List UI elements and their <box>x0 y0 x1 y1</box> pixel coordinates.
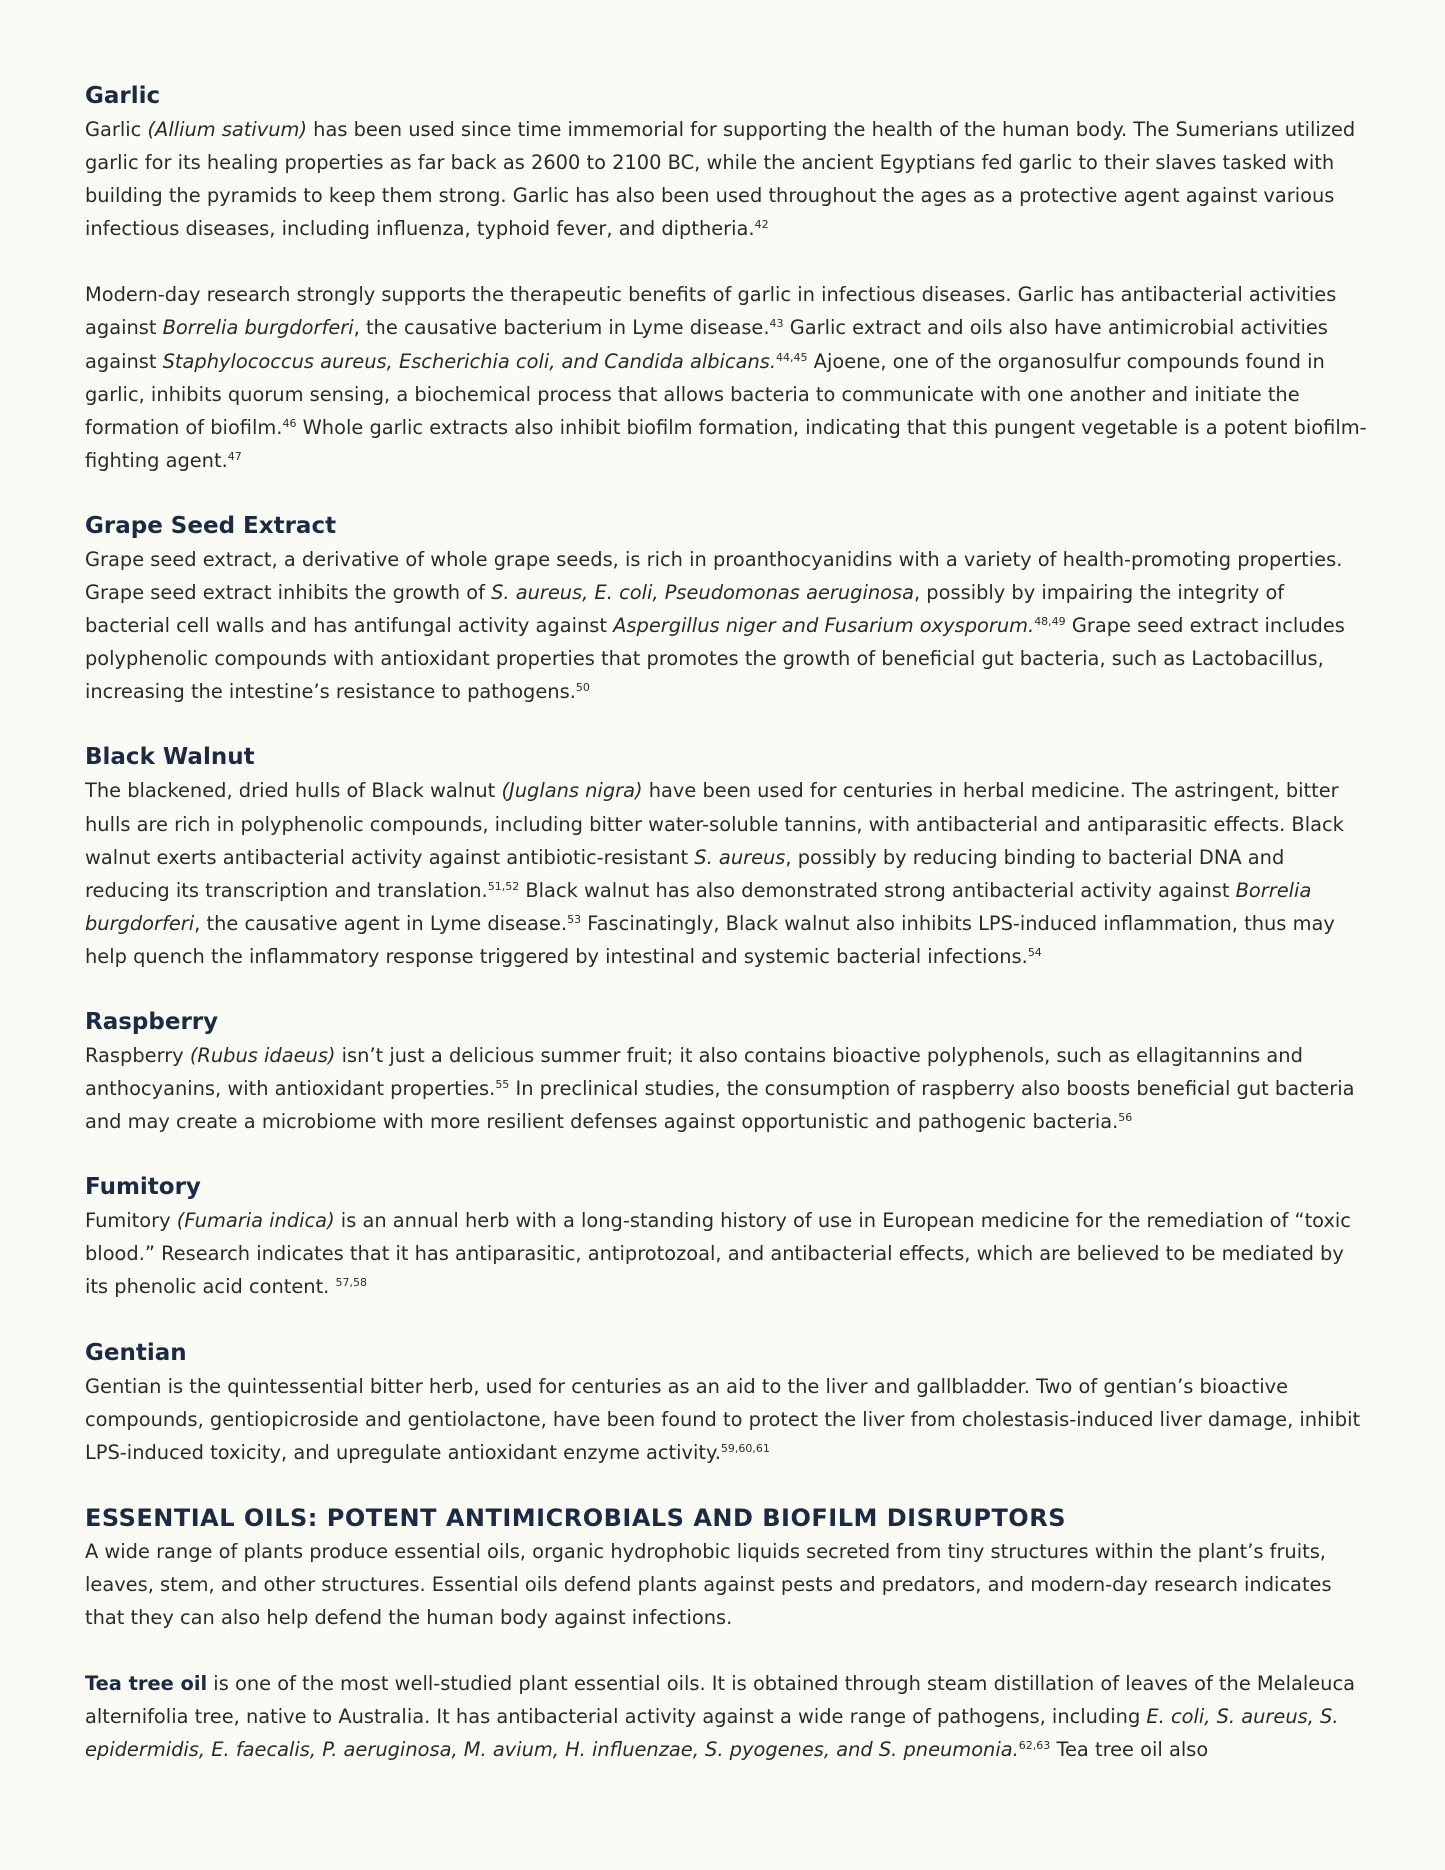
paragraph-raspberry: Raspberry (Rubus idaeus) isn’t just a delicious summer fruit; it also contains bioactive polyphenols, such as ellagitannins and anthocyanins, with antioxidant properties.$^{55}$ In preclinical studies, the consumption of raspberry also boosts beneficial gut bacteria and may create a microbiome with more resilient defenses against opportunistic and pathogenic bacteria.$^{56}$ <box>85 1043 1355 1134</box>
paragraph-essential-oils-intro: A wide range of plants produce essential oils, organic hydrophobic liquids secreted from tiny structures within the plant’s fruits, leaves, stem, and other structures. Essential oils defend plants against pests and predators, and modern-day research indicates that they can also help defend the human body against infections. <box>85 1539 1332 1629</box>
paragraph-garlic-history: Garlic (Allium sativum) has been used since time immemorial for supporting the health of the human body. The Sumerians utilized garlic for its healing properties as far back as 2600 to 2100 BC, while the ancient Egyptians fed garlic to their slaves tasked with building the pyramids to keep them strong. Garlic has also been used throughout the ages as a protective agent against various infectious diseases, including influenza, typhoid fever, and diptheria.$^{42}$ <box>85 118 1356 241</box>
section-garlic <box>85 80 1370 477</box>
section-gentian <box>85 1337 1370 1469</box>
citation: 51,52 <box>487 879 520 893</box>
citation: 44,45 <box>776 350 808 364</box>
paragraph-gentian: Gentian is the quintessential bitter herb, used for centuries as an aid to the liver and gallbladder. Two of gentian’s bioactive compounds, gentiopicroside and gentiolactone, have been found to protect the liver from cholestasis-induced liver damage, inhibit LPS-induced toxicity, and upregulate antioxidant enzyme activity.$^{59,60,61}$ <box>85 1374 1361 1464</box>
section-fumitory <box>85 1171 1370 1303</box>
citation: 55 <box>495 1078 510 1092</box>
section-grape-seed <box>85 510 1370 708</box>
heading-grape-seed: Grape Seed Extract <box>85 512 337 539</box>
paragraph-tea-tree-oil: Tea tree oil is one of the most well-studied plant essential oils. It is obtained through steam distillation of leaves of the Melaleuca alternifolia tree, native to Australia. It has antibacterial activity against a wide range of pathogens, including E. coli, S. aureus, S. epidermidis, E. faecalis, P. aeruginosa, M. avium, H. influenzae, S. pyogenes, and S. pneumonia.$^{62,63}$ Tea tree oil also <box>85 1672 1355 1762</box>
citation: 48,49 <box>1034 615 1066 629</box>
heading-fumitory: Fumitory <box>85 1174 201 1201</box>
heading-black-walnut: Black Walnut <box>85 744 255 771</box>
paragraph-garlic-research: Modern-day research strongly supports the therapeutic benefits of garlic in infectious diseases. Garlic has antibacterial activities against Borrelia burgdorferi, the causative bacterium in Lyme disease.$^{43}$ Garlic extract and oils also have antimicrobial activities against Staphylococcus aureus, Escherichia coli, and Candida albicans.$^{44,45}$ Ajoene, one of the organosulfur compounds found in garlic, inhibits quorum sensing, a biochemical process that allows bacteria to communicate with one another and initiate the formation of biofilm.$^{46}$ Whole garlic extracts also inhibit biofilm formation, indicating that this pungent vegetable is a potent biofilm-fighting agent.$^{47}$ <box>85 283 1367 472</box>
citation: 47 <box>227 449 242 463</box>
heading-garlic: Garlic <box>85 83 161 109</box>
citation: 57,58 <box>335 1276 368 1290</box>
article-body <box>85 80 1370 1766</box>
paragraph-black-walnut: The blackened, dried hulls of Black walnut (Juglans nigra) have been used for centuries in herbal medicine. The astringent, bitter hulls are rich in polyphenolic compounds, including bitter water-soluble tannins, with antibacterial and antiparasitic effects. Black walnut exerts antibacterial activity against antibiotic-resistant S. aureus, possibly by reducing binding to bacterial DNA and reducing its transcription and translation.$^{51,52}$ Black walnut has also demonstrated strong antibacterial activity against Borrelia burgdorferi, the causative agent in Lyme disease.$^{53}$ Fascinatingly, Black walnut also inhibits LPS-induced inflammation, thus may help quench the inflammatory response triggered by intestinal and systemic bacterial infections.$^{54}$ <box>85 779 1344 968</box>
citation: 53 <box>567 912 582 926</box>
citation: 43 <box>769 317 784 331</box>
heading-raspberry: Raspberry <box>85 1008 219 1035</box>
paragraph-grape-seed: Grape seed extract, a derivative of whole grape seeds, is rich in proanthocyanidins with a variety of health-promoting properties. Grape seed extract inhibits the growth of S. aureus, E. coli, Pseudomonas aeruginosa, possibly by impairing the integrity of bacterial cell walls and has antifungal activity against Aspergillus niger and Fusarium oxysporum.$^{48,49}$ Grape seed extract includes polyphenolic compounds with antioxidant properties that promotes the growth of beneficial gut bacteria, such as Lactobacillus, increasing the intestine’s resistance to pathogens.$^{50}$ <box>85 547 1345 704</box>
citation: 46 <box>282 416 297 430</box>
citation: 59,60,61 <box>720 1441 770 1455</box>
citation: 54 <box>1027 945 1042 959</box>
heading-essential-oils: ESSENTIAL OILS: POTENT ANTIMICROBIALS AND BIOFILM DISRUPTORS <box>85 1503 1066 1532</box>
citation: 50 <box>575 681 590 695</box>
paragraph-fumitory: Fumitory (Fumaria indica) is an annual herb with a long-standing history of use in European medicine for the remediation of “toxic blood.” Research indicates that it has antiparasitic, antiprotozoal, and antibacterial effects, which are believed to be mediated by its phenolic acid content. $^{57,58}$ <box>85 1209 1351 1299</box>
citation: 62,63 <box>1018 1739 1051 1753</box>
citation: 56 <box>1118 1111 1133 1125</box>
citation: 42 <box>754 218 769 232</box>
section-black-walnut <box>85 741 1370 973</box>
heading-gentian: Gentian <box>85 1339 187 1366</box>
section-raspberry <box>85 1006 1370 1138</box>
section-essential-oils <box>85 1502 1370 1767</box>
